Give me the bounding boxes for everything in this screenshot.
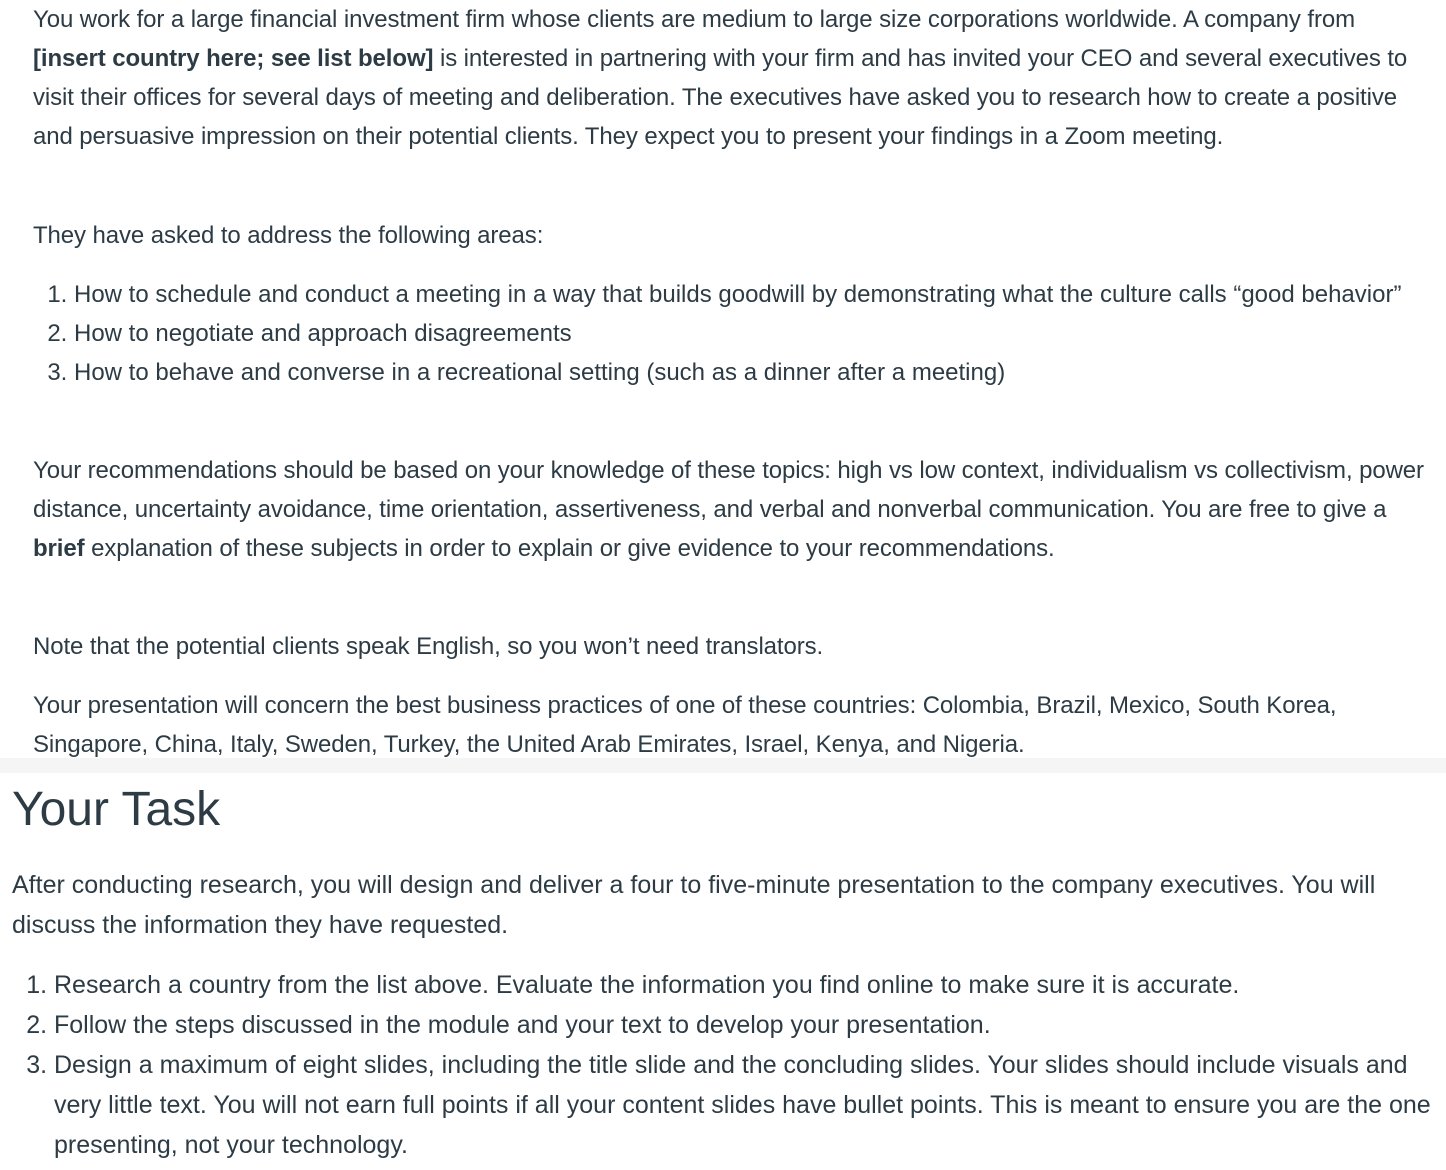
recommendations-text-2: explanation of these subjects in order to explain or give evidence to your recommendations. [84,535,1055,562]
areas-list [33,275,1434,392]
section-divider [0,758,1446,774]
scenario-intro-paragraph [33,0,1433,156]
areas-list-item: 3. How to behave and converse in a recreational setting (such as a dinner after a meeting) [74,353,1434,392]
task-step-item: 1. Research a country from the list above. Evaluate the information you find online to make sure it is accurate. [54,965,1437,1005]
scenario-intro-text-1: You work for a large financial investment firm whose clients are medium to large size corporations worldwide. A company from [33,6,1355,33]
areas-intro: They have asked to address the following areas: [33,222,544,249]
task-intro: After conducting research, you will design and deliver a four to five-minute presentation to the company executives. You will discuss the information they have requested. [12,871,1376,939]
scenario-intro-text-2: is interested in partnering with your firm and has invited your CEO and several executives to visit their offices for several days of meeting and deliberation. The executives have asked you to research how to create a positive and persuasive impression on their potential clients. They expect you to present your findings in a Zoom meeting. [33,45,1408,150]
task-step-item: 2. Follow the steps discussed in the module and your text to develop your presentation. [54,1005,1437,1045]
task-step-item: 3. Design a maximum of eight slides, including the title slide and the concluding slides. Your slides should include visuals and very little text. You will not earn full points if all your content slides have bullet points. This is meant to ensure you are the one presenting, not your technology. [54,1045,1437,1165]
task-section [0,773,1446,1170]
recommendations-bold-word: brief [33,535,85,562]
task-heading: Your Task [12,783,221,836]
areas-list-item: 2. How to negotiate and approach disagreements [74,314,1434,353]
task-steps-list [12,965,1437,1165]
recommendations-paragraph [33,451,1433,568]
scenario-country-placeholder: [insert country here; see list below] [33,45,434,72]
areas-list-item: 1. How to schedule and conduct a meeting in a way that builds goodwill by demonstrating what the culture calls “good behavior” [74,275,1434,314]
translator-note: Note that the potential clients speak English, so you won’t need translators. [33,633,824,660]
countries-paragraph: Your presentation will concern the best business practices of one of these countries: Colombia, Brazil, Mexico, South Korea, Singapore, China, Italy, Sweden, Turkey, the United Arab Emirates, Israel, Kenya, and Nigeria. [33,692,1337,758]
recommendations-text-1: Your recommendations should be based on your knowledge of these topics: high vs low context, individualism vs collectivism, power distance, uncertainty avoidance, time orientation, assertiveness, and verbal and nonverbal communication. You are free to give a [33,457,1424,523]
